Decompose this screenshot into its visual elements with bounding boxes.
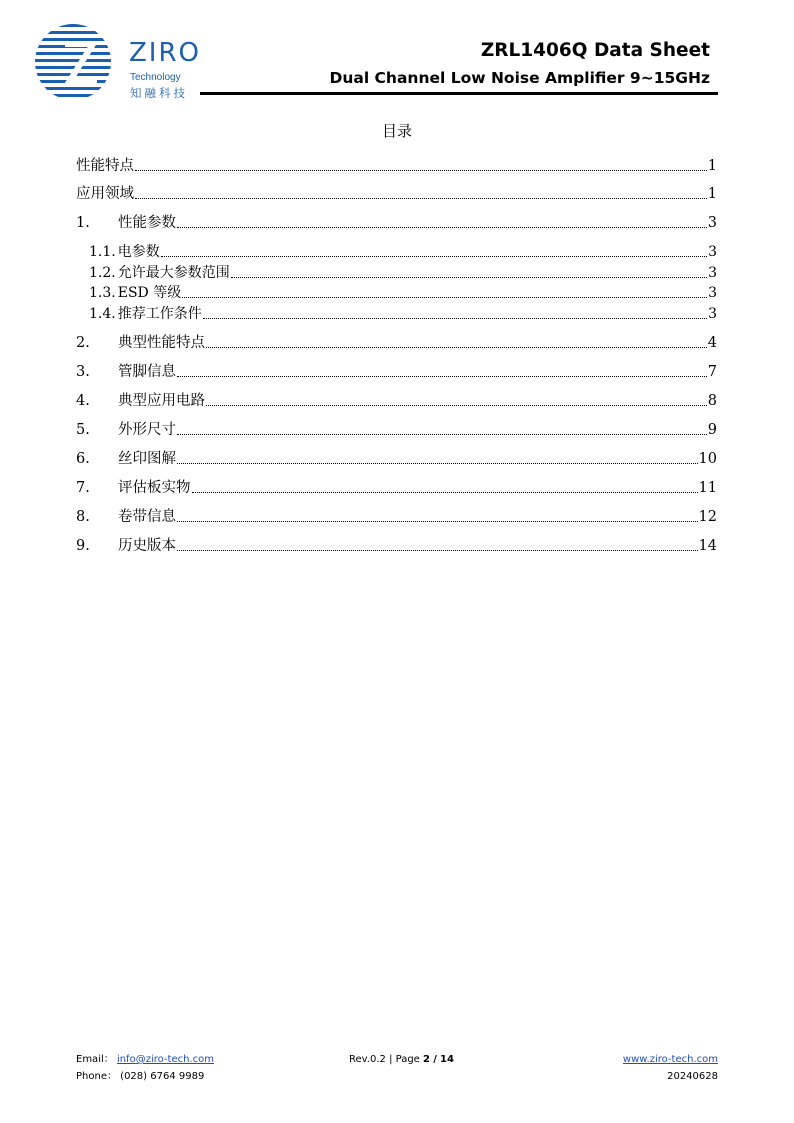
toc-entry-label: 评估板实物 [118,480,191,496]
toc-leader-dots [177,549,698,551]
toc-entry[interactable] [76,419,717,439]
toc-entry-label: 丝印图解 [118,451,176,467]
page-total: 14 [440,1054,454,1065]
toc-entry-number: 1.3. [89,285,116,301]
toc-leader-dots [135,197,707,199]
toc-entry-label: 典型应用电路 [118,393,205,409]
toc-entry-number: 3. [76,364,90,380]
toc-entry-number: 2. [76,335,90,351]
toc-entry-label: 应用领域 [76,186,134,202]
toc-entry-label: 管脚信息 [118,364,176,380]
toc-subentry[interactable] [76,303,717,323]
toc-entry-number: 9. [76,538,90,554]
header-divider [200,92,718,95]
toc-title: 目录 [381,122,412,140]
email-link[interactable]: info@ziro-tech.com [116,1054,214,1065]
company-logo [35,20,205,106]
toc-entry[interactable] [76,535,717,555]
logo-tagline: Technology [130,72,181,83]
page-slash: / [433,1054,437,1065]
toc-leader-dots [206,404,707,406]
email-label: Email： [76,1054,114,1065]
page-word: Page [395,1054,420,1065]
toc-entry-page: 1 [707,158,717,174]
toc-entry[interactable] [76,448,717,468]
logo-name: ZIRO [129,38,202,68]
toc-entry-page: 3 [707,215,717,231]
toc-subentry[interactable] [76,241,717,261]
footer-date: 20240628 [667,1071,718,1082]
toc-entry-number: 1.4. [89,306,116,322]
toc-entry-page: 8 [707,393,717,409]
toc-entry[interactable] [76,477,717,497]
toc-entry-page: 10 [698,451,717,467]
toc-entry-label: 典型性能特点 [118,335,205,351]
toc-entry[interactable] [76,212,717,232]
footer-website [623,1053,718,1067]
toc-entry-label: 性能特点 [76,158,134,174]
toc-leader-dots [231,276,707,278]
toc-entry-label: 卷带信息 [118,509,176,525]
document-subtitle: Dual Channel Low Noise Amplifier 9~15GHz [329,69,710,87]
toc-subentry[interactable] [76,282,717,302]
toc-entry-label: 历史版本 [118,538,176,554]
toc-subentry[interactable] [76,262,717,282]
toc-leader-dots [177,520,698,522]
footer-phone [76,1070,204,1084]
toc-leader-dots [177,226,707,228]
toc-entry-number: 1.2. [89,265,116,281]
toc-entry-page: 7 [707,364,717,380]
toc-entry-page: 14 [698,538,717,554]
toc-entry-page: 3 [708,265,717,281]
toc-entry-number: 5. [76,422,90,438]
footer-email [76,1053,214,1067]
toc-entry-page: 3 [708,306,717,322]
ziro-logo-icon [35,20,127,106]
phone-number: (028) 6764 9989 [120,1071,205,1082]
toc-leader-dots [135,169,707,171]
toc-entry-page: 4 [707,335,717,351]
toc-leader-dots [182,296,707,298]
toc-leader-dots [177,433,707,435]
toc-entry-label: ESD 等级 [117,285,182,301]
toc-entry[interactable] [76,506,717,526]
toc-entry-page: 3 [708,244,717,260]
separator: | [389,1054,393,1065]
toc-entry-label: 推荐工作条件 [117,306,202,322]
website-link[interactable]: www.ziro-tech.com [622,1054,718,1065]
toc-entry[interactable] [76,361,717,381]
document-title: ZRL1406Q Data Sheet [480,40,710,61]
toc-entry-label: 电参数 [117,244,160,260]
toc-entry-number: 8. [76,509,90,525]
toc-entry-page: 3 [708,285,717,301]
toc-entry-label: 性能参数 [118,215,176,231]
toc-entry-page: 11 [698,480,717,496]
logo-chinese-name: 知融科技 [130,86,188,100]
toc-leader-dots [177,375,707,377]
page-current: 2 [423,1054,430,1065]
toc-leader-dots [206,346,707,348]
toc-leader-dots [192,491,698,493]
toc-entry-number: 7. [76,480,90,496]
toc-entry-number: 4. [76,393,90,409]
toc-entry[interactable] [76,332,717,352]
toc-entry-page: 9 [707,422,717,438]
toc-leader-dots [161,255,707,257]
footer-page-info [349,1053,454,1067]
toc-entry-page: 12 [698,509,717,525]
toc-leader-dots [203,317,707,319]
phone-label: Phone： [76,1071,117,1082]
toc-entry-number: 1.1. [89,244,116,260]
toc-entry-label: 允许最大参数范围 [117,265,230,281]
toc-entry[interactable] [76,390,717,410]
toc-entry[interactable] [76,183,717,203]
toc-entry-number: 1. [76,215,90,231]
toc-entry[interactable] [76,155,717,175]
toc-entry-number: 6. [76,451,90,467]
revision: Rev.0.2 [349,1054,386,1065]
toc-entry-label: 外形尺寸 [118,422,176,438]
toc-leader-dots [177,462,698,464]
toc-entry-page: 1 [707,186,717,202]
